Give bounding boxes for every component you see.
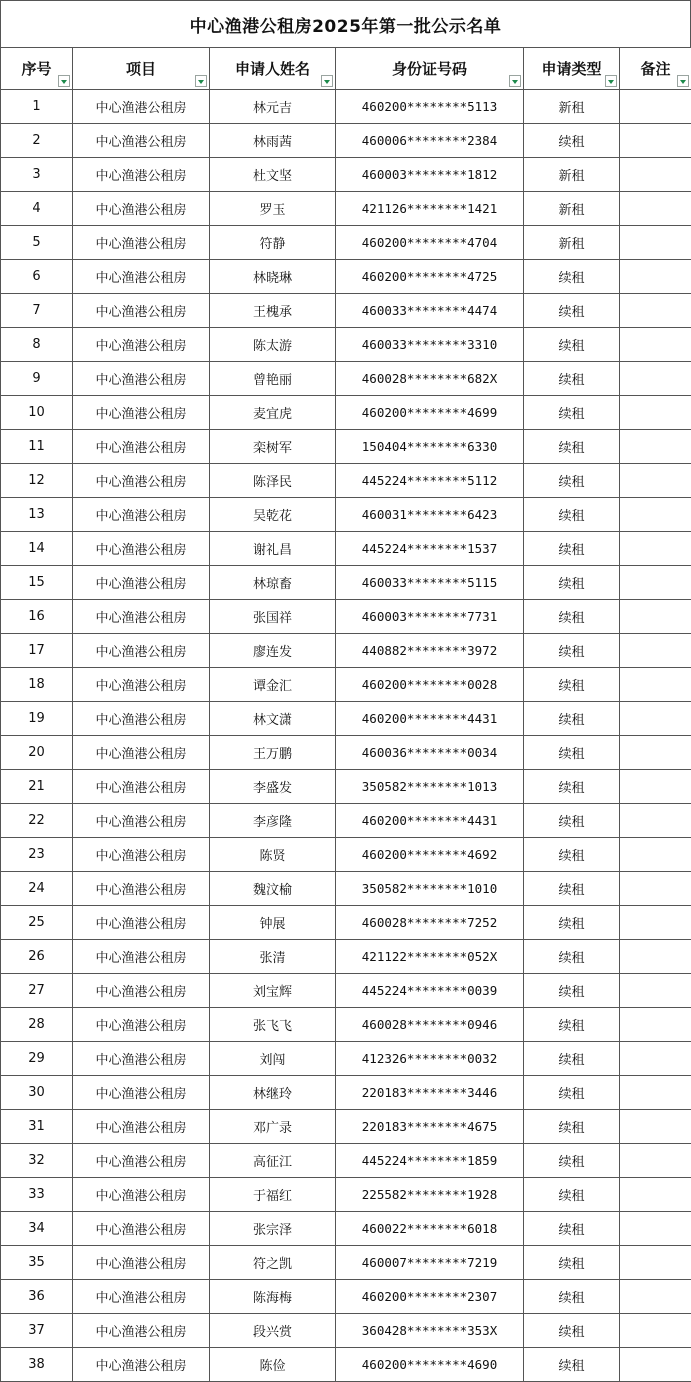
- table-row: [1, 702, 691, 736]
- serial-number-cell[interactable]: 17: [1, 634, 73, 668]
- table-row: [1, 260, 691, 294]
- id-number-cell[interactable]: 412326********0032: [336, 1042, 524, 1076]
- application-type-cell[interactable]: 续租: [524, 1042, 620, 1076]
- project-cell[interactable]: 中心渔港公租房: [73, 192, 210, 226]
- serial-number-cell[interactable]: 7: [1, 294, 73, 328]
- remarks-cell[interactable]: [620, 872, 691, 906]
- remarks-cell[interactable]: [620, 362, 691, 396]
- table-row: [1, 1076, 691, 1110]
- id-number-cell[interactable]: 350582********1010: [336, 872, 524, 906]
- table-row: [1, 192, 691, 226]
- filter-dropdown-icon[interactable]: [58, 75, 70, 87]
- id-number-cell[interactable]: 460003********1812: [336, 158, 524, 192]
- applicant-name-cell[interactable]: 曾艳丽: [210, 362, 336, 396]
- table-row: [1, 464, 691, 498]
- project-cell[interactable]: 中心渔港公租房: [73, 430, 210, 464]
- application-type-cell[interactable]: 续租: [524, 566, 620, 600]
- remarks-cell[interactable]: [620, 940, 691, 974]
- application-type-cell[interactable]: 续租: [524, 294, 620, 328]
- applicant-name-cell[interactable]: 林元吉: [210, 90, 336, 124]
- application-type-cell[interactable]: 续租: [524, 872, 620, 906]
- project-cell[interactable]: 中心渔港公租房: [73, 940, 210, 974]
- project-cell[interactable]: 中心渔港公租房: [73, 566, 210, 600]
- table-row: [1, 498, 691, 532]
- id-number-cell[interactable]: 460006********2384: [336, 124, 524, 158]
- remarks-cell[interactable]: [620, 260, 691, 294]
- project-cell[interactable]: 中心渔港公租房: [73, 600, 210, 634]
- table-row: [1, 1280, 691, 1314]
- applicant-name-cell[interactable]: 林继玲: [210, 1076, 336, 1110]
- id-number-cell[interactable]: 460200********4431: [336, 702, 524, 736]
- serial-number-cell[interactable]: 16: [1, 600, 73, 634]
- project-cell[interactable]: 中心渔港公租房: [73, 226, 210, 260]
- remarks-cell[interactable]: [620, 192, 691, 226]
- applicant-name-cell[interactable]: 张国祥: [210, 600, 336, 634]
- serial-number-cell[interactable]: 28: [1, 1008, 73, 1042]
- remarks-cell[interactable]: [620, 90, 691, 124]
- id-number-cell[interactable]: 445224********1537: [336, 532, 524, 566]
- serial-number-cell[interactable]: 29: [1, 1042, 73, 1076]
- id-number-cell[interactable]: 460033********4474: [336, 294, 524, 328]
- application-type-cell[interactable]: 续租: [524, 1110, 620, 1144]
- project-cell[interactable]: 中心渔港公租房: [73, 532, 210, 566]
- application-type-cell[interactable]: 新租: [524, 226, 620, 260]
- application-type-cell[interactable]: 续租: [524, 838, 620, 872]
- id-number-cell[interactable]: 440882********3972: [336, 634, 524, 668]
- application-type-cell[interactable]: 续租: [524, 498, 620, 532]
- applicant-name-cell[interactable]: 罗玉: [210, 192, 336, 226]
- remarks-cell[interactable]: [620, 1178, 691, 1212]
- serial-number-cell[interactable]: 18: [1, 668, 73, 702]
- id-number-cell[interactable]: 460033********5115: [336, 566, 524, 600]
- id-number-cell[interactable]: 445224********1859: [336, 1144, 524, 1178]
- serial-number-cell[interactable]: 9: [1, 362, 73, 396]
- serial-number-cell[interactable]: 37: [1, 1314, 73, 1348]
- project-cell[interactable]: 中心渔港公租房: [73, 260, 210, 294]
- remarks-cell[interactable]: [620, 158, 691, 192]
- serial-number-cell[interactable]: 10: [1, 396, 73, 430]
- id-number-cell[interactable]: 350582********1013: [336, 770, 524, 804]
- project-cell[interactable]: 中心渔港公租房: [73, 1110, 210, 1144]
- table-row: [1, 532, 691, 566]
- table-row: [1, 634, 691, 668]
- header-application-type: [524, 48, 620, 90]
- remarks-cell[interactable]: [620, 124, 691, 158]
- applicant-name-cell[interactable]: 栾树军: [210, 430, 336, 464]
- id-number-cell[interactable]: 460007********7219: [336, 1246, 524, 1280]
- application-type-cell[interactable]: 续租: [524, 770, 620, 804]
- id-number-cell[interactable]: 460200********4704: [336, 226, 524, 260]
- serial-number-cell[interactable]: 15: [1, 566, 73, 600]
- application-type-cell[interactable]: 续租: [524, 974, 620, 1008]
- serial-number-cell[interactable]: 14: [1, 532, 73, 566]
- application-type-cell[interactable]: 新租: [524, 90, 620, 124]
- applicant-table: [0, 47, 691, 1382]
- id-number-cell[interactable]: 460200********4431: [336, 804, 524, 838]
- id-number-cell[interactable]: 445224********0039: [336, 974, 524, 1008]
- filter-dropdown-icon[interactable]: [195, 75, 207, 87]
- filter-dropdown-icon[interactable]: [677, 75, 689, 87]
- remarks-cell[interactable]: [620, 1246, 691, 1280]
- application-type-cell[interactable]: 续租: [524, 1178, 620, 1212]
- serial-number-cell[interactable]: 33: [1, 1178, 73, 1212]
- application-type-cell[interactable]: 续租: [524, 1246, 620, 1280]
- remarks-cell[interactable]: [620, 770, 691, 804]
- table-row: [1, 1144, 691, 1178]
- id-number-cell[interactable]: 460028********7252: [336, 906, 524, 940]
- table-row: [1, 1008, 691, 1042]
- header-label: 项目: [125, 60, 156, 78]
- remarks-cell[interactable]: [620, 736, 691, 770]
- remarks-cell[interactable]: [620, 1212, 691, 1246]
- table-row: [1, 226, 691, 260]
- applicant-name-cell[interactable]: 陈海梅: [210, 1280, 336, 1314]
- remarks-cell[interactable]: [620, 1348, 691, 1382]
- remarks-cell[interactable]: [620, 532, 691, 566]
- filter-dropdown-icon[interactable]: [605, 75, 617, 87]
- project-cell[interactable]: 中心渔港公租房: [73, 668, 210, 702]
- application-type-cell[interactable]: 续租: [524, 1008, 620, 1042]
- application-type-cell[interactable]: 续租: [524, 260, 620, 294]
- serial-number-cell[interactable]: 19: [1, 702, 73, 736]
- id-number-cell[interactable]: 460003********7731: [336, 600, 524, 634]
- application-type-cell[interactable]: 续租: [524, 1314, 620, 1348]
- table-row: [1, 974, 691, 1008]
- table-row: [1, 872, 691, 906]
- serial-number-cell[interactable]: 1: [1, 90, 73, 124]
- header-label: 申请人姓名: [234, 60, 310, 78]
- project-cell[interactable]: 中心渔港公租房: [73, 464, 210, 498]
- remarks-cell[interactable]: [620, 702, 691, 736]
- serial-number-cell[interactable]: 35: [1, 1246, 73, 1280]
- table-row: [1, 1314, 691, 1348]
- id-number-cell[interactable]: 220183********3446: [336, 1076, 524, 1110]
- id-number-cell[interactable]: 460028********682X: [336, 362, 524, 396]
- application-type-cell[interactable]: 续租: [524, 464, 620, 498]
- applicant-name-cell[interactable]: 陈泽民: [210, 464, 336, 498]
- id-number-cell[interactable]: 460033********3310: [336, 328, 524, 362]
- id-number-cell[interactable]: 460200********4699: [336, 396, 524, 430]
- serial-number-cell[interactable]: 4: [1, 192, 73, 226]
- remarks-cell[interactable]: [620, 1110, 691, 1144]
- project-cell[interactable]: 中心渔港公租房: [73, 158, 210, 192]
- applicant-name-cell[interactable]: 张飞飞: [210, 1008, 336, 1042]
- project-cell[interactable]: 中心渔港公租房: [73, 1246, 210, 1280]
- table-row: [1, 770, 691, 804]
- serial-number-cell[interactable]: 38: [1, 1348, 73, 1382]
- project-cell[interactable]: 中心渔港公租房: [73, 294, 210, 328]
- applicant-name-cell[interactable]: 陈俭: [210, 1348, 336, 1382]
- remarks-cell[interactable]: [620, 1042, 691, 1076]
- table-row: [1, 396, 691, 430]
- project-cell[interactable]: 中心渔港公租房: [73, 974, 210, 1008]
- project-cell[interactable]: 中心渔港公租房: [73, 498, 210, 532]
- project-cell[interactable]: 中心渔港公租房: [73, 1042, 210, 1076]
- applicant-name-cell[interactable]: 王槐承: [210, 294, 336, 328]
- project-cell[interactable]: 中心渔港公租房: [73, 702, 210, 736]
- remarks-cell[interactable]: [620, 1280, 691, 1314]
- project-cell[interactable]: 中心渔港公租房: [73, 1314, 210, 1348]
- application-type-cell[interactable]: 续租: [524, 736, 620, 770]
- applicant-name-cell[interactable]: 符之凯: [210, 1246, 336, 1280]
- application-type-cell[interactable]: 续租: [524, 634, 620, 668]
- remarks-cell[interactable]: [620, 906, 691, 940]
- application-type-cell[interactable]: 新租: [524, 192, 620, 226]
- project-cell[interactable]: 中心渔港公租房: [73, 1178, 210, 1212]
- id-number-cell[interactable]: 220183********4675: [336, 1110, 524, 1144]
- application-type-cell[interactable]: 续租: [524, 1212, 620, 1246]
- application-type-cell[interactable]: 续租: [524, 328, 620, 362]
- applicant-name-cell[interactable]: 高征江: [210, 1144, 336, 1178]
- application-type-cell[interactable]: 续租: [524, 1076, 620, 1110]
- applicant-name-cell[interactable]: 钟展: [210, 906, 336, 940]
- id-number-cell[interactable]: 360428********353X: [336, 1314, 524, 1348]
- project-cell[interactable]: 中心渔港公租房: [73, 124, 210, 158]
- serial-number-cell[interactable]: 24: [1, 872, 73, 906]
- remarks-cell[interactable]: [620, 226, 691, 260]
- application-type-cell[interactable]: 续租: [524, 430, 620, 464]
- header-label: 身份证号码: [391, 60, 467, 78]
- table-row: [1, 124, 691, 158]
- serial-number-cell[interactable]: 23: [1, 838, 73, 872]
- serial-number-cell[interactable]: 36: [1, 1280, 73, 1314]
- project-cell[interactable]: 中心渔港公租房: [73, 838, 210, 872]
- header-serial-number: [1, 48, 73, 90]
- id-number-cell[interactable]: 460200********5113: [336, 90, 524, 124]
- table-row: [1, 1246, 691, 1280]
- remarks-cell[interactable]: [620, 668, 691, 702]
- applicant-name-cell[interactable]: 麦宜虎: [210, 396, 336, 430]
- table-row: [1, 1212, 691, 1246]
- remarks-cell[interactable]: [620, 838, 691, 872]
- id-number-cell[interactable]: 460200********0028: [336, 668, 524, 702]
- applicant-name-cell[interactable]: 段兴赏: [210, 1314, 336, 1348]
- remarks-cell[interactable]: [620, 1144, 691, 1178]
- table-row: [1, 668, 691, 702]
- serial-number-cell[interactable]: 20: [1, 736, 73, 770]
- table-row: [1, 804, 691, 838]
- header-applicant-name: [210, 48, 336, 90]
- remarks-cell[interactable]: [620, 974, 691, 1008]
- id-number-cell[interactable]: 460031********6423: [336, 498, 524, 532]
- applicant-name-cell[interactable]: 刘宝辉: [210, 974, 336, 1008]
- remarks-cell[interactable]: [620, 600, 691, 634]
- serial-number-cell[interactable]: 27: [1, 974, 73, 1008]
- id-number-cell[interactable]: 445224********5112: [336, 464, 524, 498]
- header-label: 申请类型: [541, 60, 602, 78]
- id-number-cell[interactable]: 460028********0946: [336, 1008, 524, 1042]
- applicant-name-cell[interactable]: 林雨茜: [210, 124, 336, 158]
- applicant-name-cell[interactable]: 谭金汇: [210, 668, 336, 702]
- serial-number-cell[interactable]: 21: [1, 770, 73, 804]
- header-id-number: [336, 48, 524, 90]
- table-row: [1, 1042, 691, 1076]
- id-number-cell[interactable]: 225582********1928: [336, 1178, 524, 1212]
- applicant-name-cell[interactable]: 陈贤: [210, 838, 336, 872]
- table-row: [1, 158, 691, 192]
- sheet-title: 中心渔港公租房2025年第一批公示名单: [0, 0, 691, 47]
- applicant-name-cell[interactable]: 杜文坚: [210, 158, 336, 192]
- remarks-cell[interactable]: [620, 804, 691, 838]
- serial-number-cell[interactable]: 5: [1, 226, 73, 260]
- filter-dropdown-icon[interactable]: [321, 75, 333, 87]
- remarks-cell[interactable]: [620, 1314, 691, 1348]
- serial-number-cell[interactable]: 2: [1, 124, 73, 158]
- applicant-name-cell[interactable]: 林琼畜: [210, 566, 336, 600]
- table-row: [1, 906, 691, 940]
- serial-number-cell[interactable]: 30: [1, 1076, 73, 1110]
- table-row: [1, 600, 691, 634]
- id-number-cell[interactable]: 460200********2307: [336, 1280, 524, 1314]
- project-cell[interactable]: 中心渔港公租房: [73, 1212, 210, 1246]
- table-row: [1, 1110, 691, 1144]
- remarks-cell[interactable]: [620, 328, 691, 362]
- id-number-cell[interactable]: 460022********6018: [336, 1212, 524, 1246]
- application-type-cell[interactable]: 续租: [524, 600, 620, 634]
- project-cell[interactable]: 中心渔港公租房: [73, 804, 210, 838]
- remarks-cell[interactable]: [620, 294, 691, 328]
- table-row: [1, 328, 691, 362]
- applicant-name-cell[interactable]: 魏汶榆: [210, 872, 336, 906]
- remarks-cell[interactable]: [620, 634, 691, 668]
- project-cell[interactable]: 中心渔港公租房: [73, 362, 210, 396]
- project-cell[interactable]: 中心渔港公租房: [73, 736, 210, 770]
- id-number-cell[interactable]: 421126********1421: [336, 192, 524, 226]
- table-row: [1, 736, 691, 770]
- id-number-cell[interactable]: 421122********052X: [336, 940, 524, 974]
- id-number-cell[interactable]: 150404********6330: [336, 430, 524, 464]
- applicant-name-cell[interactable]: 林晓琳: [210, 260, 336, 294]
- serial-number-cell[interactable]: 34: [1, 1212, 73, 1246]
- applicant-name-cell[interactable]: 刘闯: [210, 1042, 336, 1076]
- application-type-cell[interactable]: 续租: [524, 668, 620, 702]
- header-remarks: [620, 48, 691, 90]
- serial-number-cell[interactable]: 12: [1, 464, 73, 498]
- id-number-cell[interactable]: 460036********0034: [336, 736, 524, 770]
- serial-number-cell[interactable]: 6: [1, 260, 73, 294]
- serial-number-cell[interactable]: 11: [1, 430, 73, 464]
- applicant-name-cell[interactable]: 林文潇: [210, 702, 336, 736]
- applicant-name-cell[interactable]: 于福红: [210, 1178, 336, 1212]
- applicant-name-cell[interactable]: 邓广录: [210, 1110, 336, 1144]
- serial-number-cell[interactable]: 22: [1, 804, 73, 838]
- remarks-cell[interactable]: [620, 498, 691, 532]
- project-cell[interactable]: 中心渔港公租房: [73, 770, 210, 804]
- project-cell[interactable]: 中心渔港公租房: [73, 1076, 210, 1110]
- application-type-cell[interactable]: 续租: [524, 940, 620, 974]
- project-cell[interactable]: 中心渔港公租房: [73, 1144, 210, 1178]
- remarks-cell[interactable]: [620, 430, 691, 464]
- application-type-cell[interactable]: 续租: [524, 362, 620, 396]
- project-cell[interactable]: 中心渔港公租房: [73, 1280, 210, 1314]
- filter-dropdown-icon[interactable]: [509, 75, 521, 87]
- application-type-cell[interactable]: 续租: [524, 124, 620, 158]
- table-row: [1, 1178, 691, 1212]
- application-type-cell[interactable]: 续租: [524, 1280, 620, 1314]
- remarks-cell[interactable]: [620, 396, 691, 430]
- remarks-cell[interactable]: [620, 1008, 691, 1042]
- application-type-cell[interactable]: 续租: [524, 1144, 620, 1178]
- application-type-cell[interactable]: 续租: [524, 804, 620, 838]
- header-row: [1, 48, 691, 90]
- application-type-cell[interactable]: 续租: [524, 906, 620, 940]
- project-cell[interactable]: 中心渔港公租房: [73, 872, 210, 906]
- serial-number-cell[interactable]: 25: [1, 906, 73, 940]
- project-cell[interactable]: 中心渔港公租房: [73, 1348, 210, 1382]
- applicant-name-cell[interactable]: 张宗泽: [210, 1212, 336, 1246]
- applicant-name-cell[interactable]: 李彦隆: [210, 804, 336, 838]
- applicant-name-cell[interactable]: 符静: [210, 226, 336, 260]
- table-row: [1, 294, 691, 328]
- applicant-name-cell[interactable]: 谢礼昌: [210, 532, 336, 566]
- id-number-cell[interactable]: 460200********4725: [336, 260, 524, 294]
- applicant-name-cell[interactable]: 张清: [210, 940, 336, 974]
- serial-number-cell[interactable]: 8: [1, 328, 73, 362]
- remarks-cell[interactable]: [620, 1076, 691, 1110]
- applicant-name-cell[interactable]: 陈太游: [210, 328, 336, 362]
- header-label: 序号: [21, 60, 52, 78]
- serial-number-cell[interactable]: 3: [1, 158, 73, 192]
- table-row: [1, 940, 691, 974]
- header-project: [73, 48, 210, 90]
- serial-number-cell[interactable]: 26: [1, 940, 73, 974]
- application-type-cell[interactable]: 续租: [524, 396, 620, 430]
- header-label: 备注: [640, 60, 671, 78]
- project-cell[interactable]: 中心渔港公租房: [73, 90, 210, 124]
- serial-number-cell[interactable]: 13: [1, 498, 73, 532]
- serial-number-cell[interactable]: 32: [1, 1144, 73, 1178]
- table-row: [1, 430, 691, 464]
- id-number-cell[interactable]: 460200********4692: [336, 838, 524, 872]
- applicant-name-cell[interactable]: 王万鹏: [210, 736, 336, 770]
- table-row: [1, 1348, 691, 1382]
- project-cell[interactable]: 中心渔港公租房: [73, 634, 210, 668]
- application-type-cell[interactable]: 续租: [524, 532, 620, 566]
- applicant-name-cell[interactable]: 李盛发: [210, 770, 336, 804]
- id-number-cell[interactable]: 460200********4690: [336, 1348, 524, 1382]
- project-cell[interactable]: 中心渔港公租房: [73, 1008, 210, 1042]
- application-type-cell[interactable]: 新租: [524, 158, 620, 192]
- table-row: [1, 362, 691, 396]
- table-row: [1, 838, 691, 872]
- remarks-cell[interactable]: [620, 464, 691, 498]
- serial-number-cell[interactable]: 31: [1, 1110, 73, 1144]
- application-type-cell[interactable]: 续租: [524, 1348, 620, 1382]
- project-cell[interactable]: 中心渔港公租房: [73, 328, 210, 362]
- table-row: [1, 90, 691, 124]
- table-row: [1, 566, 691, 600]
- application-type-cell[interactable]: 续租: [524, 702, 620, 736]
- applicant-name-cell[interactable]: 廖连发: [210, 634, 336, 668]
- project-cell[interactable]: 中心渔港公租房: [73, 906, 210, 940]
- applicant-name-cell[interactable]: 吴乾花: [210, 498, 336, 532]
- remarks-cell[interactable]: [620, 566, 691, 600]
- project-cell[interactable]: 中心渔港公租房: [73, 396, 210, 430]
